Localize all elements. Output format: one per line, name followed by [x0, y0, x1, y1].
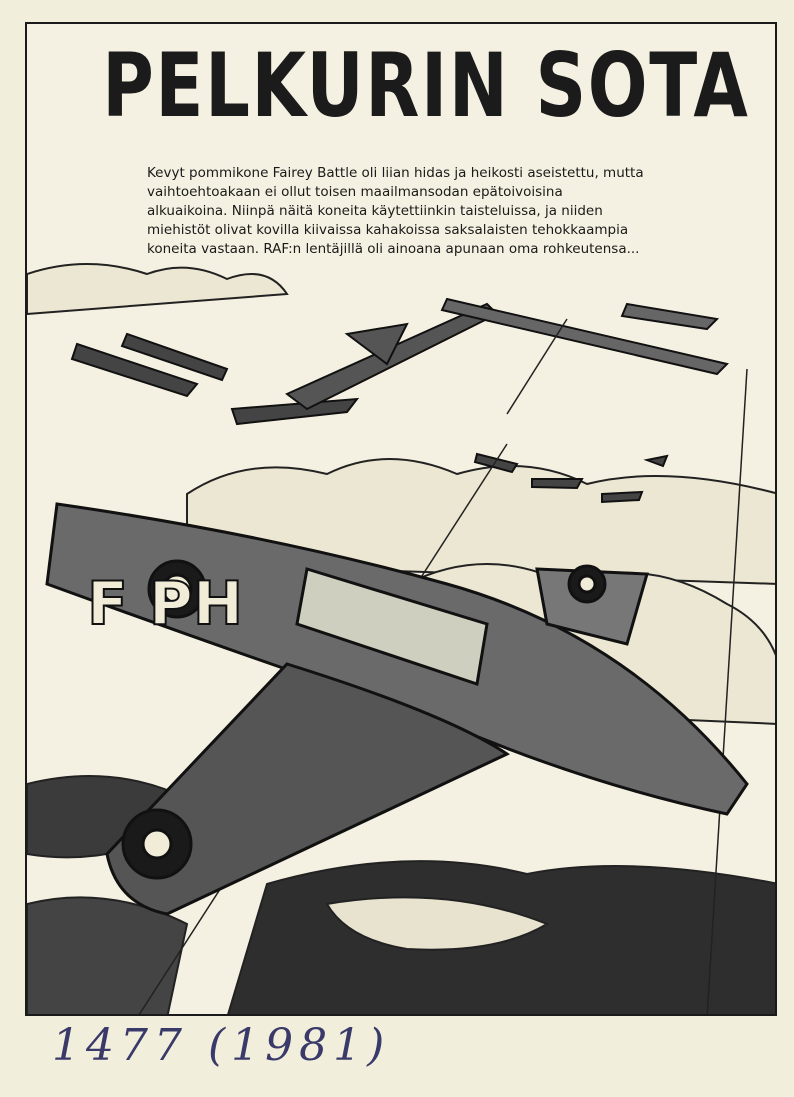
- fuselage-code: F PH: [87, 569, 244, 639]
- comic-panel: [25, 22, 777, 1016]
- handwritten-note: 1477 (1981): [52, 1020, 391, 1071]
- intro-text: Kevyt pommikone Fairey Battle oli liian hidas ja heikosti aseistettu, mutta vaihtoehtoakaan ei ollut toisen maailmansodan epätoivoisina alkuaikoina. Niinpä näitä koneita käytettiinkin taisteluissa, ja niiden miehistöt olivat kovilla kiivaissa kahakoissa saksalaisten tehokkaampia koneita vastaan. RAF:n lentäjillä oli ainoana apunaan oma rohkeutensa...: [147, 164, 647, 259]
- page-title: PELKURIN SOTA: [102, 34, 750, 137]
